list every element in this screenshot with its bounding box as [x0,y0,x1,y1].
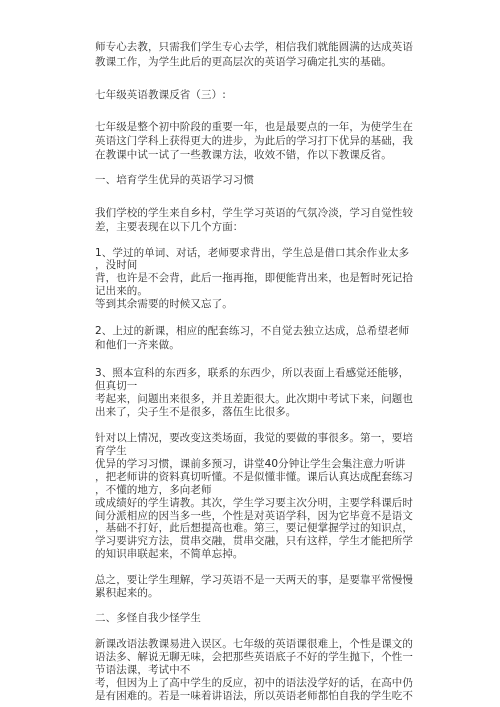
text-line: 是有困难的。若是一味着讲语法，所以英语老师都怕自我的学生吃不 [95,690,413,702]
text-line: 3、照本宣科的东西多，联系的东西少，所以表面上看感觉还能够， [95,366,410,379]
text-line: 考起来，问题出来很多，并且差距很大。此次期中考试下来，问题也 [95,392,413,405]
text-line: 教课工作，为学生此后的更高层次的英语学习确定扎实的基础。 [95,55,392,68]
heading: 一、培育学生优异的英语学习习惯 [95,174,254,187]
text-line: 总之，要让学生理解，学习英语不是一天两天的事，是要靠平常慢慢 [95,574,413,586]
text-line: 1、学过的单词、对话，老师要求背出，学生总是借口其余作业太多 [95,247,410,260]
text-line: 针对以上情况，要改变这类场面，我觉的要做的事很多。第一，要培 [95,432,413,445]
text-line: 的知识串联起来，不简单忘掉。 [95,548,244,561]
text-line: 我们学校的学生来自乡村，学生学习英语的气氛冷淡，学习自觉性较 [95,206,413,219]
text-line: 出来了，尖子生不是很多，落伍生比很多。 [95,405,297,418]
text-line: 2、上过的新课，相应的配套练习，不自觉去独立达成，总希望老师 [95,325,410,338]
text-line: 新课改语法教课易进入误区。七年级的英语课很难上，个性是课文的 [95,638,413,651]
text-line: 或成绩好的学生请教。其次，学生学习要主次分明，主要学科课后时 [95,496,413,509]
text-line: 差，主要表现在以下几个方面： [95,220,244,233]
text-line: 等到其余需要的时候又忘了。 [95,297,233,310]
text-line: 育学生 [95,445,127,458]
text-line: 师专心去教，只需我们学生专心去学，相信我们就能圆满的达成英语 [95,41,413,53]
text-line: 英语这门学科上获得更大的进步，为此后的学习打下优异的基础，我 [95,134,413,147]
text-line: 间分派相应的因当多一些，个性是对英语学科，因为它毕竟不是语文 [95,509,413,522]
text-line: 七年级是整个初中阶段的重要一年，也是最要点的一年，为使学生在 [95,121,413,134]
text-line: ，基础不打好，此后想提高也难。第三，要记便掌握学过的知识点， [95,522,413,535]
text-line: 背，也许是不会背，此后一拖再拖，即便能背出来，也是暂时死记拾 [95,272,413,285]
text-line: 但真切一 [95,379,138,392]
text-line: 和他们一齐来做。 [95,339,180,352]
text-line: 记出来的。 [95,284,148,297]
heading: 二、多怪自我少怪学生 [95,611,201,624]
text-line: ，没时间 [95,259,138,272]
text-line: 累积起来的。 [95,586,159,599]
text-line: 优异的学习习惯，课前多预习，讲堂40分钟让学生会集注意力听讲 [95,458,406,471]
text-line: ，不懂的地方，多向老师 [95,483,212,496]
section-title: 七年级英语教课反省（三）: [95,88,226,101]
text-line: 考，但因为上了高中学生的反应，初中的语法没学好的话，在高中仍 [95,677,413,690]
text-line: 学习要讲究方法，贯串交融，贯串交融，只有这样，学生才能把所学 [95,535,413,548]
text-line: 节语法课，考试中不 [95,664,191,677]
text-line: 在教课中试一试了一些教课方法，收效不错，作以下教课反省。 [95,148,392,161]
text-line: ，把老师讲的资料真切听懂。不是似懂非懂。课后认真达成配套练习 [95,470,413,483]
text-line: 语法多、解说无聊无味，会把那些英语底子不好的学生抛下，个性一 [95,651,413,664]
